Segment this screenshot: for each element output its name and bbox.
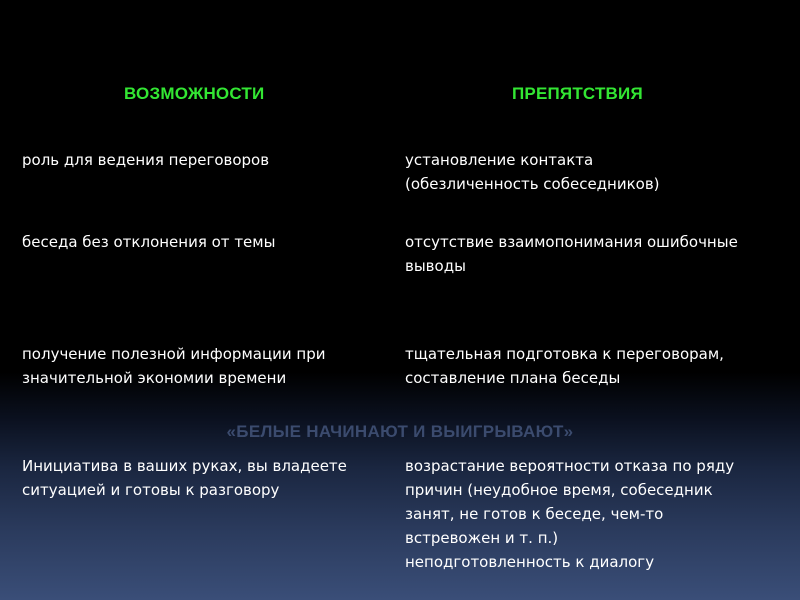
text-line: ситуацией и готовы к разговору bbox=[22, 481, 280, 499]
text-line: возрастание вероятности отказа по ряду bbox=[405, 457, 735, 475]
text-line: значительной экономии времени bbox=[22, 369, 287, 387]
text-line: Инициатива в ваших руках, вы владеете bbox=[22, 457, 347, 475]
opportunity-item bbox=[22, 230, 275, 254]
obstacle-item bbox=[405, 342, 724, 390]
text-line: (обезличенность собеседников) bbox=[405, 175, 660, 193]
text-line: получение полезной информации при bbox=[22, 345, 326, 363]
text-line: причин (неудобное время, собеседник bbox=[405, 481, 713, 499]
obstacle-item bbox=[405, 148, 660, 196]
opportunity-item bbox=[22, 342, 326, 390]
text-line: отсутствие взаимопонимания ошибочные bbox=[405, 233, 738, 251]
header-obstacles: ПРЕПЯТСТВИЯ bbox=[512, 84, 643, 103]
text-line: беседа без отклонения от темы bbox=[22, 233, 276, 251]
text-line: неподготовленность к диалогу bbox=[405, 553, 655, 571]
obstacle-item bbox=[405, 454, 734, 574]
text-line: составление плана беседы bbox=[405, 369, 621, 387]
text-line: установление контакта bbox=[405, 151, 594, 169]
text-line: выводы bbox=[405, 257, 466, 275]
opportunity-item bbox=[22, 148, 269, 172]
banner-title: «БЕЛЫЕ НАЧИНАЮТ И ВЫИГРЫВАЮТ» bbox=[226, 422, 574, 441]
text-line: занят, не готов к беседе, чем-то bbox=[405, 505, 664, 523]
text-line: встревожен и т. п.) bbox=[405, 529, 559, 547]
text-line: тщательная подготовка к переговорам, bbox=[405, 345, 724, 363]
opportunity-item bbox=[22, 454, 347, 502]
text-line: роль для ведения переговоров bbox=[22, 151, 270, 169]
header-opportunities: ВОЗМОЖНОСТИ bbox=[124, 84, 265, 103]
obstacle-item bbox=[405, 230, 738, 278]
